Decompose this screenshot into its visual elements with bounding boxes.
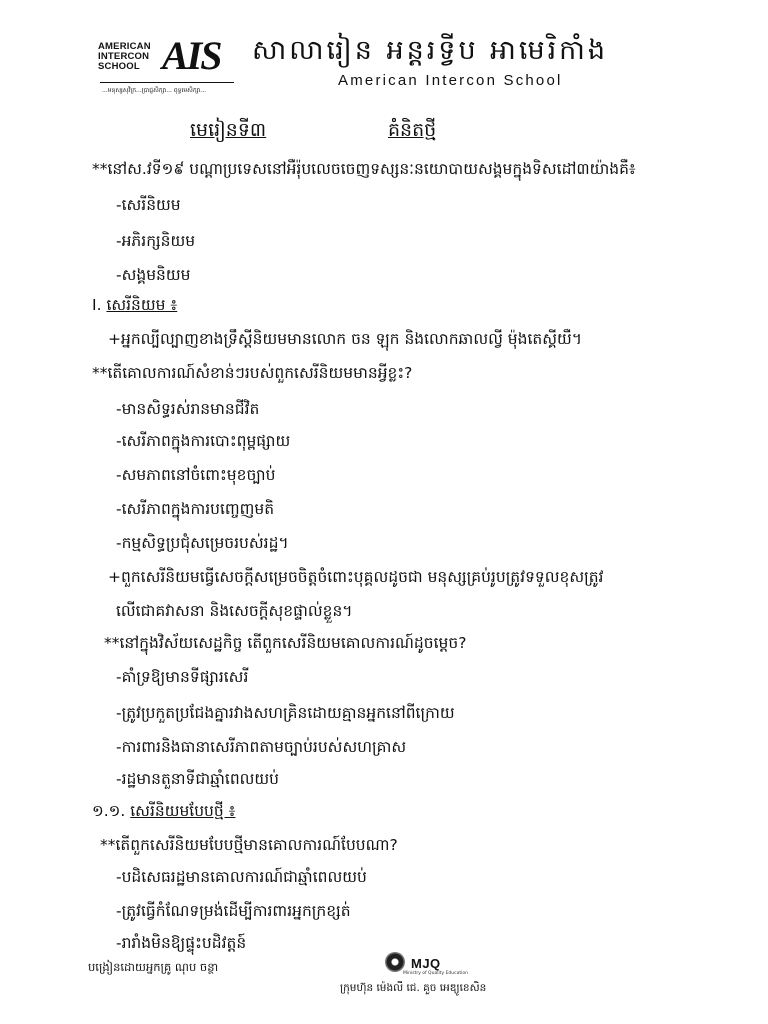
question: **នៅក្នុងវិស័យសេដ្ឋកិច្ច តើពួកសេរីនិយមគោលការណ៍ដូចម្ដេច? <box>104 634 467 652</box>
footer-teacher: បង្រៀនដោយអ្នកគ្រូ ណុប ចន្ថា <box>88 960 219 974</box>
disc-icon <box>385 952 405 972</box>
list-item: -ត្រូវប្រកួតប្រជែងគ្នារវាងសហគ្រិនដោយគ្មានអ្នកនៅពីក្រោយ <box>116 704 455 722</box>
section-heading <box>92 294 177 316</box>
list-item: -កម្មសិទ្ធប្រជុំសម្រេចរបស់រដ្ឋ។ <box>116 534 289 552</box>
paragraph-continuation: លើជោគវាសនា និងសេចក្ដីសុខផ្ទាល់ខ្លួន។ <box>116 602 353 620</box>
list-item: -គាំទ្រឱ្យមានទីផ្សារសេរី <box>116 668 249 686</box>
section-number: I. <box>92 296 102 314</box>
intro-question: **នៅស.វទី១៩ បណ្ដាប្រទេសនៅអឺរ៉ុបលេចចេញទស្សនៈនយោបាយសង្គមក្នុងទិសដៅ៣យ៉ាងគឺ៖ <box>92 160 636 178</box>
footer-logo-subtitle: Ministry of Quality Education <box>403 971 468 976</box>
subsection-number: ១.១. <box>92 802 126 820</box>
list-item: -ការពារនិងធានាសេរីភាពតាមច្បាប់របស់សហគ្រាស <box>116 738 407 756</box>
question: **តើពួកសេរីនិយមបែបថ្មីមានគោលការណ៍បែបណា? <box>100 836 398 854</box>
list-item: -មានសិទ្ធរស់រានមានជីវិត <box>116 400 260 418</box>
list-item: -សង្គមនិយម <box>116 266 191 284</box>
list-item: -សេរីនិយម <box>116 196 181 214</box>
school-logo <box>98 33 238 98</box>
school-name-english: American Intercon School <box>338 72 563 89</box>
logo-name-line: AMERICAN <box>98 41 151 52</box>
list-item: -រដ្ឋមានតួនាទីជាឆ្មាំពេលយប់ <box>116 770 280 788</box>
list-item: -អភិរក្សនិយម <box>116 232 196 250</box>
topic-title: គំនិតថ្មី <box>388 119 437 141</box>
subsection-heading <box>92 800 235 822</box>
list-item: -សមភាពនៅចំពោះមុខច្បាប់ <box>116 466 276 484</box>
footer-logo-text: MJQ <box>411 956 441 971</box>
list-item: -សេរីភាពក្នុងការបោះពុម្ពផ្សាយ <box>116 432 291 450</box>
footer-logo <box>383 950 483 980</box>
paragraph: +អ្នកល្បីល្បាញខាងទ្រឹស្ដីនិយមមានលោក ចន ឡុក និងលោកឆាលល្វី ម៉ុងតេស្គីយឺ។ <box>108 330 582 348</box>
list-item: -ត្រូវធ្វើកំណែទម្រង់ដើម្បីការពារអ្នកក្រខ្សត់ <box>116 902 351 920</box>
footer-credit: ក្រុមហ៊ុន ម៉េងលី ជេ. គួច អេឌ្យូខេសិន <box>340 982 487 994</box>
subsection-title: សេរីនិយមបែបថ្មី ៖ <box>130 802 236 820</box>
school-name-khmer: សាលារៀន អន្តរទ្វីប អាមេរិកាំង <box>252 35 608 66</box>
list-item: -សេរីភាពក្នុងការបញ្ចេញមតិ <box>116 500 275 518</box>
list-item: -រារាំងមិនឱ្យផ្ទុះបដិវត្តន៍ <box>116 934 247 952</box>
section-title: សេរីនិយម ៖ <box>106 296 178 314</box>
list-item: -បដិសេធរដ្ឋមានគោលការណ៍ជាឆ្មាំពេលយប់ <box>116 868 367 886</box>
logo-divider <box>100 82 234 83</box>
logo-name-line: SCHOOL <box>98 61 140 72</box>
paragraph: +ពួកសេរីនិយមធ្វើសេចក្ដីសម្រេចចិត្តចំពោះបុគ្គលដូចជា មនុស្សគ្រប់រូបត្រូវទទួលខុសត្រូវ <box>108 568 604 586</box>
logo-mark: AIS <box>162 33 221 78</box>
lesson-title: មេរៀនទី៣ <box>190 119 267 141</box>
logo-name-line: INTERCON <box>98 51 150 62</box>
logo-motto: ...មនុស្សសុវិក្រ...ប្រាជ្ញសិក្សា... ពុទ្ធមេសិក្សា... <box>102 87 207 94</box>
logo-name <box>98 42 151 72</box>
question: **តើគោលការណ៍សំខាន់ៗរបស់ពួកសេរីនិយមមានអ្វីខ្លះ? <box>92 364 413 382</box>
